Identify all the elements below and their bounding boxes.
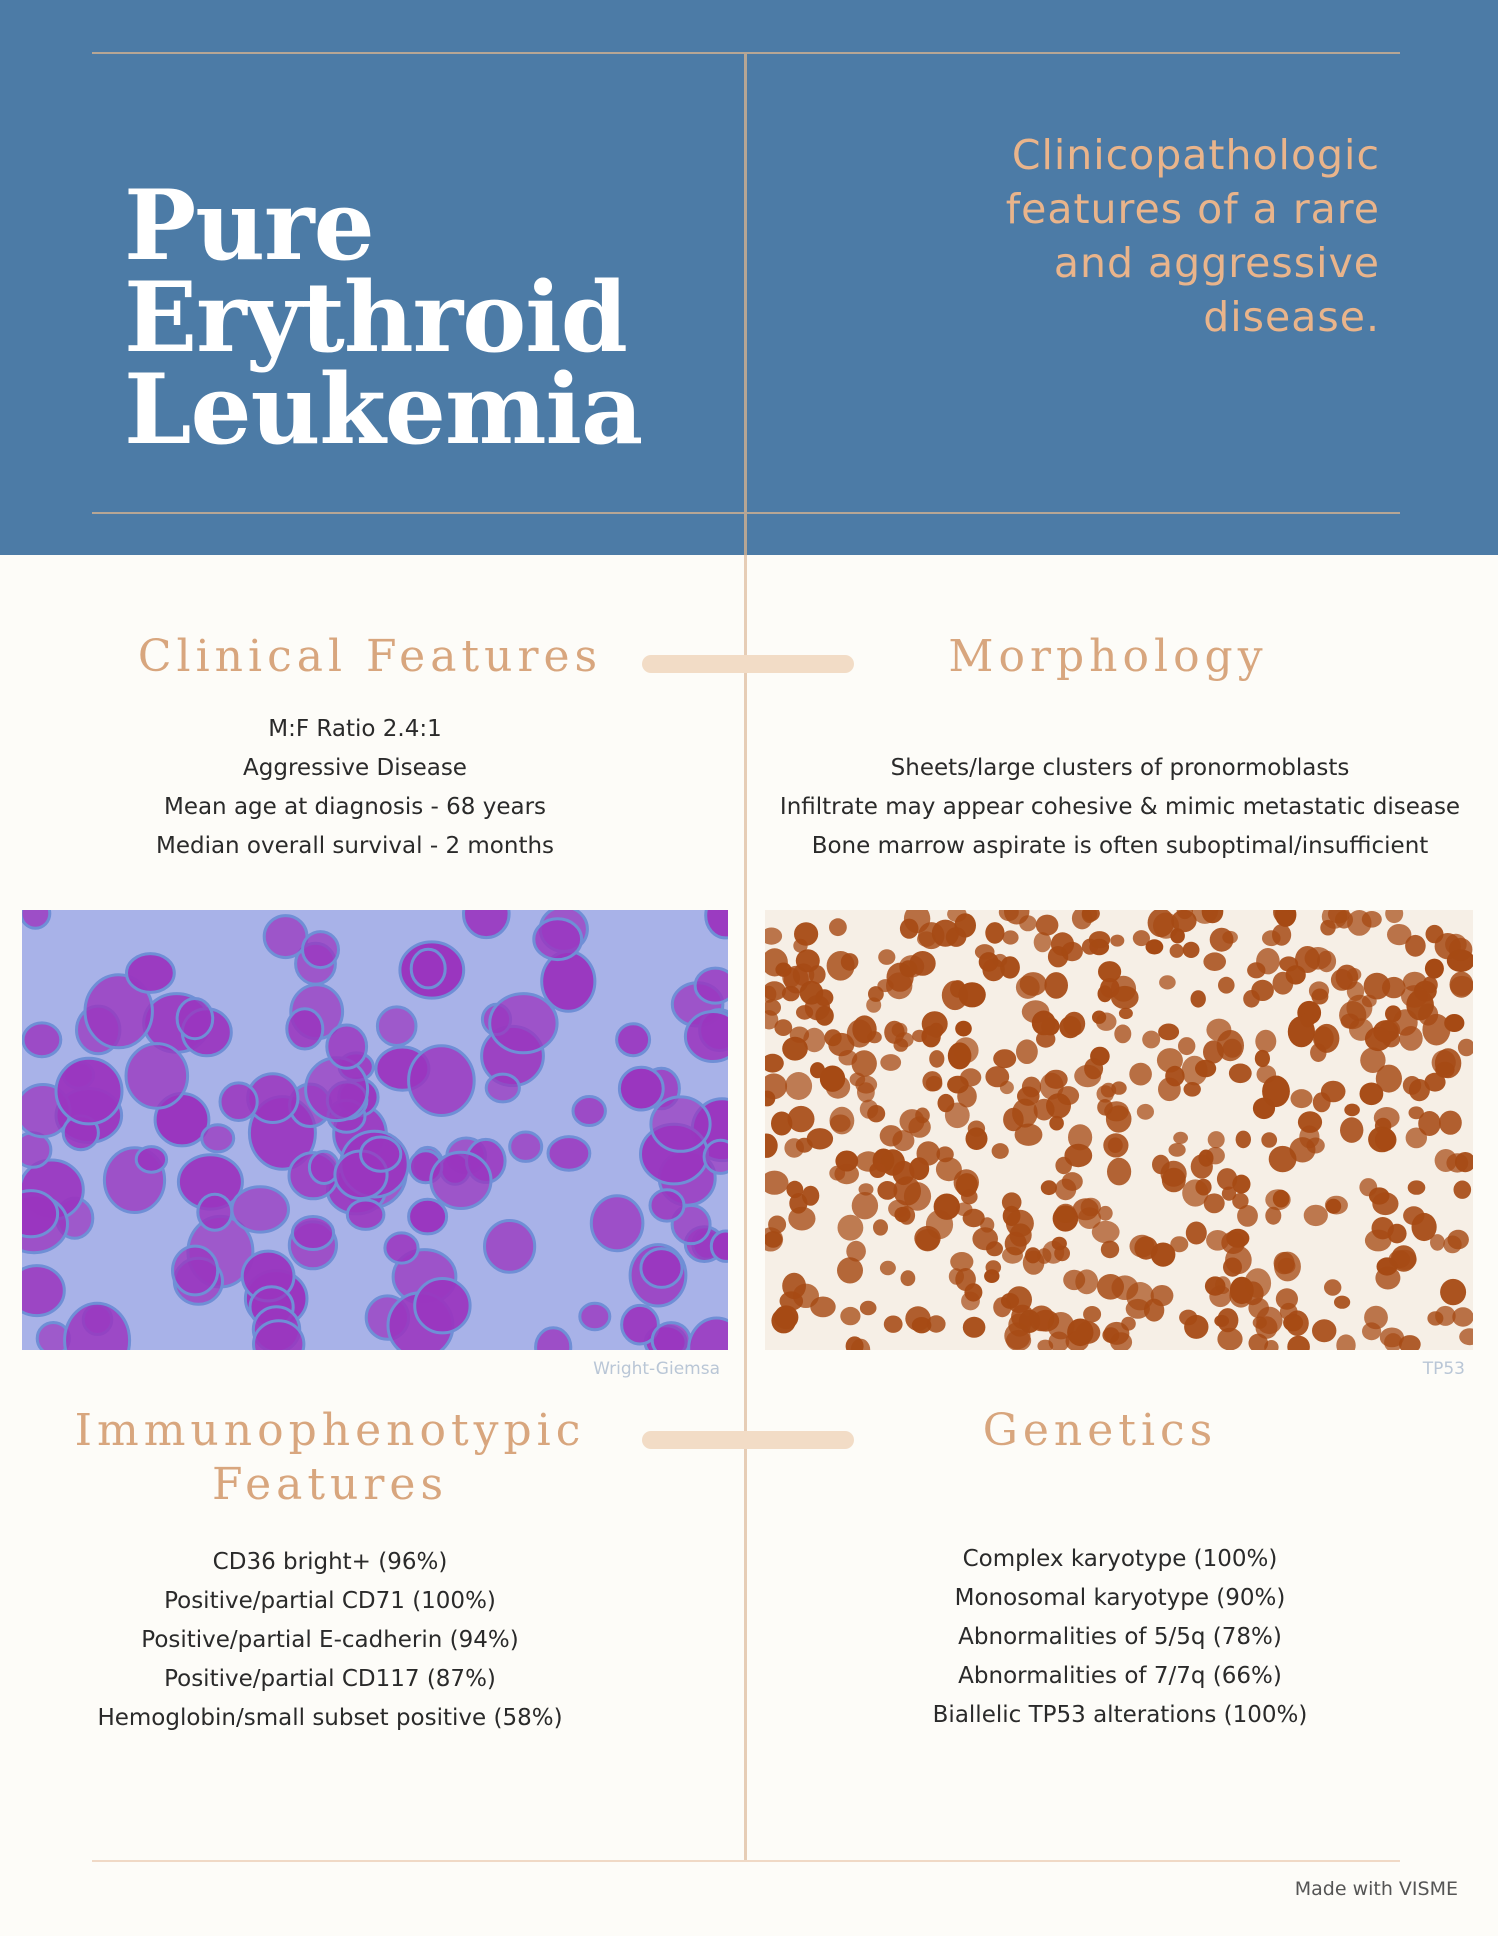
list-item: M:F Ratio 2.4:1 bbox=[268, 716, 442, 742]
title-line: Erythroid bbox=[124, 261, 627, 374]
clinical-features-list bbox=[60, 710, 650, 866]
wright-giemsa-caption: Wright-Giemsa bbox=[593, 1359, 720, 1379]
title-line: Leukemia bbox=[124, 353, 643, 466]
immunophenotypic-list bbox=[40, 1543, 620, 1738]
tagline-line: and aggressive bbox=[1053, 239, 1380, 287]
list-item: Infiltrate may appear cohesive & mimic metastatic disease bbox=[779, 794, 1461, 820]
title-line: Pure bbox=[124, 169, 374, 282]
tp53-micrograph bbox=[765, 910, 1473, 1350]
footer-rule bbox=[92, 1860, 1400, 1862]
tagline-line: Clinicopathologic bbox=[1011, 131, 1380, 179]
list-item: Positive/partial E-cadherin (94%) bbox=[141, 1627, 519, 1653]
list-item: Complex karyotype (100%) bbox=[962, 1546, 1278, 1572]
section-title-line: Features bbox=[211, 1459, 449, 1510]
section-title-line: Immunophenotypic bbox=[74, 1405, 586, 1456]
tagline bbox=[860, 128, 1380, 344]
list-item: Sheets/large clusters of pronormoblasts bbox=[890, 755, 1350, 781]
list-item: Bone marrow aspirate is often suboptimal/insufficient bbox=[811, 833, 1429, 859]
list-item: Mean age at diagnosis - 68 years bbox=[163, 794, 547, 820]
page-title bbox=[124, 169, 643, 466]
list-item: Hemoglobin/small subset positive (58%) bbox=[97, 1705, 563, 1731]
tagline-line: features of a rare bbox=[1005, 185, 1380, 233]
morphology-title: Morphology bbox=[948, 631, 1268, 682]
list-item: Aggressive Disease bbox=[243, 755, 467, 781]
list-item: Abnormalities of 5/5q (78%) bbox=[958, 1624, 1282, 1650]
genetics-list bbox=[820, 1540, 1420, 1735]
visme-credit: Made with VISME bbox=[1294, 1878, 1458, 1900]
list-item: CD36 bright+ (96%) bbox=[212, 1549, 448, 1575]
list-item: Biallelic TP53 alterations (100%) bbox=[932, 1702, 1308, 1728]
tp53-caption: TP53 bbox=[1422, 1359, 1465, 1379]
list-item: Positive/partial CD117 (87%) bbox=[164, 1666, 496, 1692]
list-item: Median overall survival - 2 months bbox=[155, 833, 555, 859]
morphology-list bbox=[760, 749, 1480, 866]
center-divider bbox=[744, 555, 747, 1860]
center-divider-top bbox=[744, 52, 747, 555]
wright-giemsa-micrograph bbox=[22, 910, 728, 1350]
list-item: Positive/partial CD71 (100%) bbox=[164, 1588, 496, 1614]
tagline-line: disease. bbox=[1203, 293, 1380, 341]
list-item: Abnormalities of 7/7q (66%) bbox=[958, 1663, 1282, 1689]
clinical-features-title: Clinical Features bbox=[137, 631, 603, 682]
list-item: Monosomal karyotype (90%) bbox=[954, 1585, 1286, 1611]
immunophenotypic-title bbox=[30, 1404, 630, 1512]
genetics-title: Genetics bbox=[982, 1405, 1218, 1456]
